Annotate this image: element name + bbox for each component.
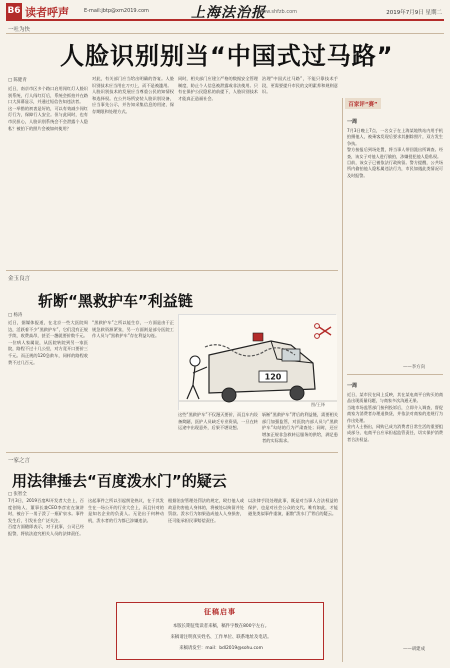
sidebar-paragraph: 目前，该女子已被依法行政拘留。警方提醒，公共场所内偷拍他人隐私属违法行为，市民如遇此类情况可及时报警。 bbox=[347, 160, 443, 178]
sidebar-item2-title: 一周 bbox=[347, 383, 358, 389]
sidebar-paragraph: 警方接报后到场处置，将当事人带回派出所调查。经查，该女子对他人进行偷拍，涉嫌侵犯他人隐私权。 bbox=[347, 147, 443, 159]
article1-paragraph: 这一举措的初衷是好的，可以有效减少闯红灯行为，保障行人安全。但与此同时，也有市民担心，人脸识别系统会不会泄露个人隐私？被拍下的照片会被如何使用？ bbox=[8, 105, 88, 131]
sidebar-item2-author: ——胡建成 bbox=[403, 647, 425, 652]
article1-col4 bbox=[262, 76, 338, 266]
notice-line: 来稿请注明真实姓名、工作单位、联系地址及电话。 bbox=[170, 635, 272, 640]
article1-author: □ 陈健青 bbox=[8, 78, 27, 83]
newspaper-url: www.shfzb.com bbox=[258, 9, 297, 15]
article3-paragraph: 百度方面随即表示，对于此事，公司已经报警，将依法追究相关人员的法律责任。 bbox=[8, 524, 84, 536]
article1-paragraph: 同时，相关部门应建立严格的数据安全管理制度，防止个人信息被泄露或非法使用。只有在保护公民隐私的前提下，人脸识别技术才能真正造福社会。 bbox=[178, 76, 258, 101]
sidebar-paragraph: 业内人士指出，网购已成为消费者日常生活的重要组成部分，电商平台应承担起监管责任，切实保护消费者合法权益。 bbox=[347, 424, 443, 442]
article3-paragraph: 这起事件之所以引起舆论热议，在于其发生在一场公开的行业大会上，而且针对的是知名企业的负责人。无论出于何种动机，泼水者的行为都已涉嫌违法。 bbox=[88, 498, 164, 523]
illustration-caption: 图/王铎 bbox=[311, 402, 325, 407]
article2-headline: 斩断“黑救护车”利益链 bbox=[38, 292, 193, 310]
article3-paragraph: 以法律手段处理此事，既是对当事人合法权益的保护，也是对社会公众的交代。唯有如此，才能避免类似事件重演，驱散“泼水门”背后的疑云。 bbox=[248, 498, 338, 517]
article2-paragraph: “黑救护车”之所以能生存，一方面是由于正规急救资源紧张，另一方面则是部分医院工作人员与“黑救护车”存在利益勾连。 bbox=[92, 320, 174, 339]
sidebar-paragraph: 当地市场监管部门接到投诉后，立即介入调查，督促商家为消费者办理退换货，并依法对商家的违规行为作出处理。 bbox=[347, 404, 443, 423]
article1-col2 bbox=[92, 76, 174, 266]
article2-kicker: 金玉良言 bbox=[8, 276, 31, 282]
svg-text:120: 120 bbox=[264, 372, 282, 382]
article2-col4 bbox=[262, 412, 338, 444]
article3-author: □ 张智全 bbox=[8, 492, 27, 497]
issue-date: 2019年7月9日 星期二 bbox=[386, 10, 442, 16]
article1-kicker: 一吐为快 bbox=[8, 27, 31, 33]
article3-col2 bbox=[88, 498, 164, 598]
article2-paragraph: 一位病人家属说，从医院转院到另一家医院，路程不过十几公里，对方竟开口要价三千元。而正规的120急救车，同样的路程收费不过几百元。 bbox=[8, 339, 88, 365]
section-email: E-mail:jbtp@xm2019.com bbox=[84, 8, 149, 14]
call-for-papers-box bbox=[116, 602, 324, 660]
article3-col3 bbox=[168, 498, 244, 598]
article2-col3 bbox=[178, 412, 258, 440]
article1-paragraph: 对此，有关部门应当给出明确的答复。人脸识别技术应当用在刀刃上，而不是被滥用。 bbox=[92, 76, 174, 88]
article3-paragraph: 7月3日，2019百度AI开发者大会上，百度创始人、董事长兼CEO李彦宏在演讲时，被台下一男子泼了一瓶矿泉水。事件发生后，引发社会广泛关注。 bbox=[8, 498, 84, 523]
article3-col4 bbox=[248, 498, 338, 598]
ambulance-cartoon-icon bbox=[179, 315, 337, 411]
article1-paragraph: 治理“中国式过马路”，不能只靠技术手段，更需要提升市民的文明素养和规则意识。 bbox=[262, 76, 338, 95]
article2-author: □ 杨涛 bbox=[8, 313, 23, 318]
article2-paragraph: 这些“黑救护车”不仅漫天要价，而且车内设备简陋，医护人员缺乏专业资质，一旦在转运途中出现意外，后果不堪设想。 bbox=[178, 412, 258, 431]
article2-paragraph: 近日，据媒体报道，在北京一些大医院周边，活跃着不少“黑救护车”，它们没有正规手续，收费高昂，甚至一趟就要价数千元。 bbox=[8, 320, 88, 339]
article1-paragraph: 人脸识别技术的发展应当尊重公民的知情权和选择权。在公共场所安装人脸识别设备，应当事先公示，并告知采集信息的用途、保存期限和处理方式。 bbox=[92, 89, 174, 114]
article1-paragraph: 近日，南京市区多个路口启用闯红灯人脸识别系统，行人闯红灯后，系统会抓拍并在路口大屏幕显示，并通过短信告知违法者。 bbox=[8, 86, 88, 105]
article3-headline: 用法律捶去“百度泼水门”的疑云 bbox=[12, 472, 227, 490]
article1-headline: 人脸识别别当“中国式过马路” bbox=[60, 42, 394, 70]
article2-paragraph: 斩断“黑救护车”背后的利益链，需要相关部门加强监管，对医院内部人员与“黑救护车”勾结的行为严肃查处；同时，还应增加正规非急救转运服务的供给，满足患者的实际需求。 bbox=[262, 412, 338, 444]
notice-title: 征稿启事 bbox=[204, 608, 236, 616]
sidebar-item2-body bbox=[347, 392, 443, 640]
sidebar-paragraph: 近日，某市民在网上反映，其在某电商平台购买的商品出现质量问题，与商家多次沟通无果。 bbox=[347, 392, 443, 404]
sidebar-item1-body bbox=[347, 128, 443, 360]
ambulance-illustration bbox=[178, 314, 336, 410]
masthead bbox=[6, 3, 444, 21]
sidebar-item1-title: 一周 bbox=[347, 119, 358, 125]
article3-paragraph: 根据治安管理处罚法的规定，殴打他人或故意伤害他人身体的，将被处以拘留并处罚款。泼水行为如果造成他人人身损害，还可能承担民事赔偿责任。 bbox=[168, 498, 244, 523]
article2-col2 bbox=[92, 320, 174, 432]
sidebar-tag: 百家评“赛” bbox=[345, 98, 381, 109]
sidebar-paragraph: 7月3日晚上7点，一名女子在上海某地铁站内用手机拍摄他人，被乘客发现后要求其删除照片，双方发生争执。 bbox=[347, 128, 443, 146]
article3-kicker: 一家之言 bbox=[8, 458, 31, 464]
section-title: 读者呼声 bbox=[25, 6, 69, 19]
sidebar-column bbox=[342, 98, 444, 662]
notice-line: 来稿请发至：mail：bdl2019@sohu.com bbox=[179, 646, 263, 651]
article1-col1 bbox=[8, 86, 88, 266]
sidebar-item1-author: ——李方向 bbox=[403, 365, 425, 370]
article3-col1 bbox=[8, 498, 84, 662]
article2-col1 bbox=[8, 320, 88, 432]
newspaper-logo: 上海法治报 bbox=[191, 5, 266, 21]
article1-col3 bbox=[178, 76, 258, 266]
notice-line: 本版长期征集读者来稿，稿件字数在800字左右。 bbox=[172, 624, 270, 629]
page-code: B6 bbox=[6, 3, 22, 19]
